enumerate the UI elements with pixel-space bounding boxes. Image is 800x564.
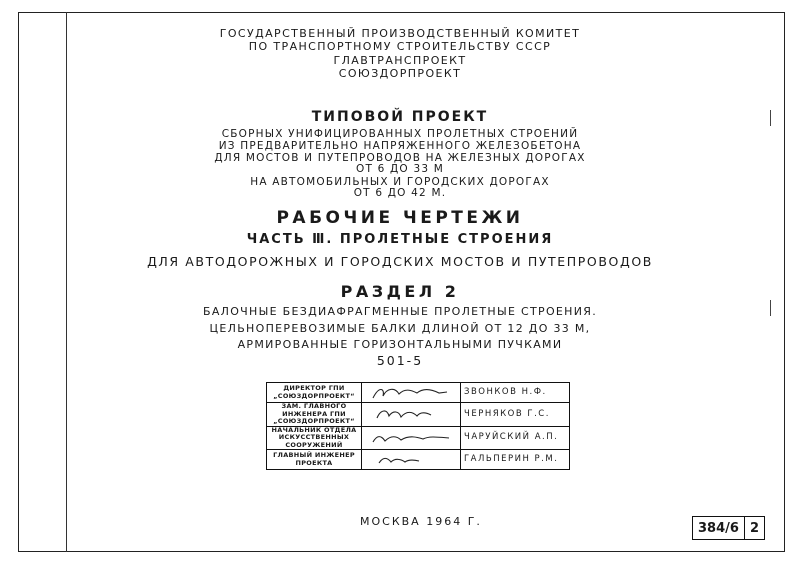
signatory-role: ДИРЕКТОР ГПИ „СОЮЗДОРПРОЕКТ“ [267,383,362,403]
signatory-name: ЗВОНКОВ Н.Ф. [461,383,570,403]
album-number: 384/6 [698,520,739,536]
project-desc-line: СБОРНЫХ УНИФИЦИРОВАННЫХ ПРОЛЕТНЫХ СТРОЕНИЙ [221,128,579,140]
city-year: МОСКВА 1964 Г. [360,515,482,528]
handwritten-signature [362,426,461,450]
signatory-name: ГАЛЬПЕРИН Р.М. [461,450,570,470]
handwritten-signature [362,450,461,470]
section-line: БАЛОЧНЫЕ БЕЗДИАФРАГМЕННЫЕ ПРОЛЕТНЫЕ СТРОЕНИЯ. [202,305,598,318]
drawings-title: РАБОЧИЕ ЧЕРТЕЖИ [276,208,524,228]
handwritten-signature [362,403,461,427]
project-desc-line: ОТ 6 ДО 42 М. [353,187,447,199]
section-title: РАЗДЕЛ 2 [340,282,460,301]
signatory-role: НАЧАЛЬНИК ОТДЕЛА ИСКУССТВЕННЫХ СООРУЖЕНИЙ [267,426,362,450]
project-title: ТИПОВОЙ ПРОЕКТ [311,109,489,125]
table-row [267,426,570,450]
signature-table [266,382,570,470]
table-row [267,383,570,403]
project-code: 501-5 [376,353,424,368]
project-desc-line: ДЛЯ МОСТОВ И ПУТЕПРОВОДОВ НА ЖЕЛЕЗНЫХ ДОРОГАХ [214,152,586,164]
section-line: АРМИРОВАННЫЕ ГОРИЗОНТАЛЬНЫМИ ПУЧКАМИ [237,338,563,351]
org-line: ГОСУДАРСТВЕННЫЙ ПРОИЗВОДСТВЕННЫЙ КОМИТЕТ [219,27,581,40]
handwritten-signature [362,383,461,403]
org-line: ГЛАВТРАНСПРОЕКТ [333,54,467,67]
signatory-name: ЧАРУЙСКИЙ А.П. [461,426,570,450]
signatory-role: ГЛАВНЫЙ ИНЖЕНЕР ПРОЕКТА [267,450,362,470]
album-stamp [692,516,765,540]
section-line: ЦЕЛЬНОПЕРЕВОЗИМЫЕ БАЛКИ ДЛИНОЙ ОТ 12 ДО 33 М, [209,322,591,335]
signatory-name: ЧЕРНЯКОВ Г.С. [461,403,570,427]
project-desc-line: НА АВТОМОБИЛЬНЫХ И ГОРОДСКИХ ДОРОГАХ [250,176,550,188]
drawings-part-sub: ДЛЯ АВТОДОРОЖНЫХ И ГОРОДСКИХ МОСТОВ И ПУТЕПРОВОДОВ [147,254,653,269]
table-row [267,450,570,470]
drawings-part: ЧАСТЬ Ⅲ. ПРОЛЕТНЫЕ СТРОЕНИЯ [246,232,554,247]
signatory-role: ЗАМ. ГЛАВНОГО ИНЖЕНЕРА ГПИ „СОЮЗДОРПРОЕКТ“ [267,403,362,427]
table-row [267,403,570,427]
sheet-number: 2 [744,517,764,539]
project-desc-line: ОТ 6 ДО 33 М [356,163,444,175]
org-line: СОЮЗДОРПРОЕКТ [338,67,462,80]
project-desc-line: ИЗ ПРЕДВАРИТЕЛЬНО НАПРЯЖЕННОГО ЖЕЛЕЗОБЕТОНА [218,140,582,152]
org-line: ПО ТРАНСПОРТНОМУ СТРОИТЕЛЬСТВУ СССР [248,40,552,53]
